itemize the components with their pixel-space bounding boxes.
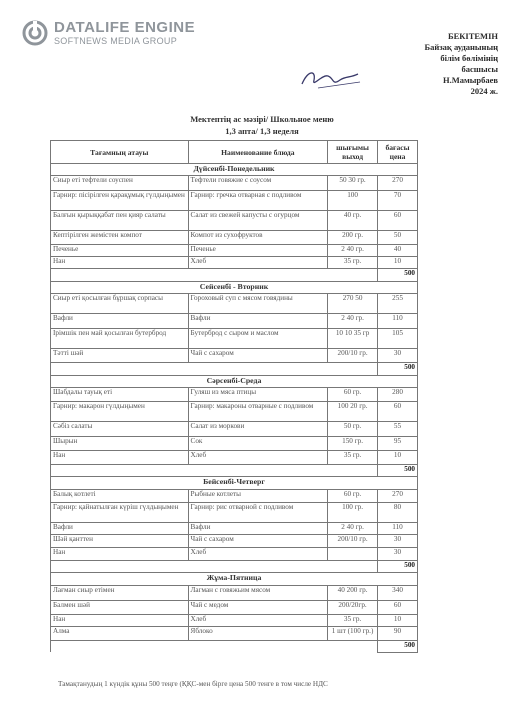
price-value: 10 xyxy=(378,450,418,464)
dish-name-kk: Гарнир: қайнатылған күріш гүлдыңымен xyxy=(51,502,189,522)
dish-name-ru: Гороховый суп с мясом говядины xyxy=(188,294,328,314)
dish-name-kk: Шәй қанттен xyxy=(51,534,189,547)
day-row xyxy=(51,573,418,585)
portion-value: 35 гр. xyxy=(328,257,378,269)
empty-cell xyxy=(328,640,378,652)
total-row xyxy=(51,363,418,375)
table-header-row xyxy=(51,141,418,164)
table-row xyxy=(51,421,418,436)
price-value: 60 xyxy=(378,211,418,231)
portion-value: 270 50 xyxy=(328,294,378,314)
dish-name-ru: Гарнир: рис отварной с подливом xyxy=(188,502,328,522)
portion-value: 35 гр. xyxy=(328,450,378,464)
portion-value: 60 гр. xyxy=(328,489,378,502)
day-total: 500 xyxy=(378,560,418,572)
dish-name-ru: Хлеб xyxy=(188,547,328,560)
logo-subtitle: SOFTNEWS MEDIA GROUP xyxy=(54,36,178,46)
portion-value: 2 40 гр. xyxy=(328,314,378,329)
approval-line: Н.Мамырбаев xyxy=(442,75,498,85)
portion-value: 200/10 гр. xyxy=(328,534,378,547)
dish-name-kk: Нан xyxy=(51,450,189,464)
dish-name-ru: Рыбные котлеты xyxy=(188,489,328,502)
price-value: 105 xyxy=(378,329,418,349)
portion-value xyxy=(328,547,378,560)
column-header: Тағамның атауы xyxy=(51,141,189,164)
dish-name-ru: Гуляш из мяса птицы xyxy=(188,387,328,401)
dish-name-ru: Компот из сухофруктов xyxy=(188,231,328,245)
dish-name-ru: Бутерброд с сыром и маслом xyxy=(188,329,328,349)
table-row xyxy=(51,614,418,626)
empty-cell xyxy=(328,269,378,281)
table-row xyxy=(51,534,418,547)
price-value: 50 xyxy=(378,231,418,245)
empty-cell xyxy=(188,269,328,281)
total-row xyxy=(51,640,418,652)
approval-line: 2024 ж. xyxy=(470,86,498,96)
dish-name-kk: Вафли xyxy=(51,314,189,329)
dish-name-ru: Гарнир: макароны отварные с подливом xyxy=(188,401,328,421)
day-total: 500 xyxy=(378,363,418,375)
portion-value: 2 40 гр. xyxy=(328,245,378,257)
dish-name-kk: Печенье xyxy=(51,245,189,257)
day-name: Сәрсенбі-Среда xyxy=(51,375,418,387)
table-row xyxy=(51,626,418,640)
table-row xyxy=(51,231,418,245)
price-value: 270 xyxy=(378,489,418,502)
price-value: 255 xyxy=(378,294,418,314)
day-row xyxy=(51,281,418,293)
table-row xyxy=(51,387,418,401)
table-row xyxy=(51,294,418,314)
portion-value: 2 40 гр. xyxy=(328,522,378,534)
table-row xyxy=(51,314,418,329)
day-name: Сейсенбі - Вторник xyxy=(51,281,418,293)
price-value: 270 xyxy=(378,176,418,191)
dish-name-ru: Салат из свежей капусты с огурцом xyxy=(188,211,328,231)
dish-name-ru: Сок xyxy=(188,436,328,450)
dish-name-kk: Гарнир: макарон гүлдыңымен xyxy=(51,401,189,421)
dish-name-ru: Хлеб xyxy=(188,450,328,464)
signature-icon xyxy=(298,64,368,94)
empty-cell xyxy=(51,640,189,652)
table-row xyxy=(51,257,418,269)
dish-name-kk: Вафли xyxy=(51,522,189,534)
portion-value: 200/20гр. xyxy=(328,600,378,614)
portion-value: 10 10 35 гр xyxy=(328,329,378,349)
price-value: 30 xyxy=(378,349,418,363)
dish-name-kk: Нан xyxy=(51,257,189,269)
dish-name-kk: Нан xyxy=(51,614,189,626)
datalife-logo xyxy=(22,20,195,46)
portion-value: 200 гр. xyxy=(328,231,378,245)
table-row xyxy=(51,349,418,363)
empty-cell xyxy=(328,560,378,572)
approval-line: БЕКІТЕМІН xyxy=(447,31,498,41)
price-value: 30 xyxy=(378,534,418,547)
dish-name-ru: Чай с сахаром xyxy=(188,349,328,363)
datalife-logo-icon xyxy=(22,20,48,46)
price-value: 110 xyxy=(378,522,418,534)
day-row xyxy=(51,477,418,489)
price-value: 10 xyxy=(378,614,418,626)
price-value: 40 xyxy=(378,245,418,257)
dish-name-ru: Салат из моркови xyxy=(188,421,328,436)
dish-name-kk: Балғын қырыққабат пен қияр салаты xyxy=(51,211,189,231)
price-value: 10 xyxy=(378,257,418,269)
empty-cell xyxy=(51,560,189,572)
dish-name-ru: Лагман с говяжьим мясом xyxy=(188,585,328,600)
menu-title: Мектептің ас мәзірі/ Школьное меню xyxy=(190,114,334,124)
column-header: бағасы цена xyxy=(378,141,418,164)
column-header: шығымы выход xyxy=(328,141,378,164)
dish-name-kk: Гарнир: пісірілген қарақұмық гүлдыңымен xyxy=(51,191,189,211)
portion-value: 50 30 гр. xyxy=(328,176,378,191)
dish-name-kk: Сәбіз салаты xyxy=(51,421,189,436)
price-value: 280 xyxy=(378,387,418,401)
price-value: 70 xyxy=(378,191,418,211)
dish-name-ru: Гарнир: гречка отварная с подливом xyxy=(188,191,328,211)
table-row xyxy=(51,585,418,600)
price-value: 90 xyxy=(378,626,418,640)
day-name: Дүйсенбі-Понедельник xyxy=(51,164,418,176)
logo-title: DATALIFE ENGINE xyxy=(54,19,196,36)
empty-cell xyxy=(328,464,378,476)
price-value: 55 xyxy=(378,421,418,436)
portion-value: 150 гр. xyxy=(328,436,378,450)
empty-cell xyxy=(51,269,189,281)
dish-name-ru: Чай с медом xyxy=(188,600,328,614)
empty-cell xyxy=(328,363,378,375)
approval-line: білім бөлімінің xyxy=(440,53,498,63)
empty-cell xyxy=(188,560,328,572)
table-row xyxy=(51,436,418,450)
table-row xyxy=(51,600,418,614)
menu-table xyxy=(50,140,418,653)
table-row xyxy=(51,489,418,502)
dish-name-kk: Сиыр еті тефтели соуспен xyxy=(51,176,189,191)
total-row xyxy=(51,560,418,572)
portion-value: 1 шт (100 гр.) xyxy=(328,626,378,640)
dish-name-kk: Балмен шәй xyxy=(51,600,189,614)
table-row xyxy=(51,401,418,421)
day-name: Жұма-Пятница xyxy=(51,573,418,585)
footer-note: Тамақтанудың 1 күндік құны 500 теңге (ҚҚС-мен бірге цена 500 тенге в том числе НДС xyxy=(58,680,328,688)
dish-name-ru: Тефтели говяжие с соусом xyxy=(188,176,328,191)
approval-line: басшысы xyxy=(461,64,498,74)
portion-value: 35 гр. xyxy=(328,614,378,626)
portion-value: 200/10 гр. xyxy=(328,349,378,363)
portion-value: 40 200 гр. xyxy=(328,585,378,600)
dish-name-ru: Хлеб xyxy=(188,257,328,269)
empty-cell xyxy=(51,363,189,375)
empty-cell xyxy=(188,363,328,375)
day-total: 500 xyxy=(378,640,418,652)
empty-cell xyxy=(188,640,328,652)
dish-name-ru: Хлеб xyxy=(188,614,328,626)
dish-name-kk: Лағман сиыр етімен xyxy=(51,585,189,600)
empty-cell xyxy=(51,464,189,476)
table-row xyxy=(51,522,418,534)
price-value: 95 xyxy=(378,436,418,450)
table-row xyxy=(51,211,418,231)
total-row xyxy=(51,269,418,281)
table-row xyxy=(51,245,418,257)
day-row xyxy=(51,375,418,387)
price-value: 30 xyxy=(378,547,418,560)
empty-cell xyxy=(188,464,328,476)
portion-value: 100 xyxy=(328,191,378,211)
dish-name-kk: Алма xyxy=(51,626,189,640)
table-row xyxy=(51,329,418,349)
price-value: 340 xyxy=(378,585,418,600)
table-row xyxy=(51,450,418,464)
dish-name-kk: Балық котлеті xyxy=(51,489,189,502)
table-row xyxy=(51,176,418,191)
approval-line: Байзақ ауданының xyxy=(424,42,498,52)
price-value: 60 xyxy=(378,600,418,614)
day-name: Бейсенбі-Четверг xyxy=(51,477,418,489)
dish-name-kk: Нан xyxy=(51,547,189,560)
price-value: 80 xyxy=(378,502,418,522)
price-value: 60 xyxy=(378,401,418,421)
dish-name-ru: Печенье xyxy=(188,245,328,257)
portion-value: 40 гр. xyxy=(328,211,378,231)
table-row xyxy=(51,547,418,560)
day-total: 500 xyxy=(378,269,418,281)
portion-value: 100 20 гр. xyxy=(328,401,378,421)
dish-name-kk: Тәтті шәй xyxy=(51,349,189,363)
dish-name-kk: Ірімшік пен май қосылған бутерброд xyxy=(51,329,189,349)
portion-value: 60 гр. xyxy=(328,387,378,401)
price-value: 110 xyxy=(378,314,418,329)
menu-body xyxy=(51,164,418,653)
menu-week: 1,3 апта/ 1,3 неделя xyxy=(225,126,299,136)
total-row xyxy=(51,464,418,476)
dish-name-ru: Чай с сахаром xyxy=(188,534,328,547)
dish-name-ru: Яблоко xyxy=(188,626,328,640)
dish-name-kk: Шабдалы тауық еті xyxy=(51,387,189,401)
portion-value: 100 гр. xyxy=(328,502,378,522)
portion-value: 50 гр. xyxy=(328,421,378,436)
column-header: Наименование блюда xyxy=(188,141,328,164)
day-total: 500 xyxy=(378,464,418,476)
dish-name-ru: Вафли xyxy=(188,314,328,329)
table-row xyxy=(51,502,418,522)
dish-name-ru: Вафли xyxy=(188,522,328,534)
dish-name-kk: Сиыр еті қосылған бұршақ сорпасы xyxy=(51,294,189,314)
approval-block xyxy=(424,31,498,97)
table-row xyxy=(51,191,418,211)
dish-name-kk: Кептірілген жемістен компот xyxy=(51,231,189,245)
day-row xyxy=(51,164,418,176)
dish-name-kk: Шырын xyxy=(51,436,189,450)
